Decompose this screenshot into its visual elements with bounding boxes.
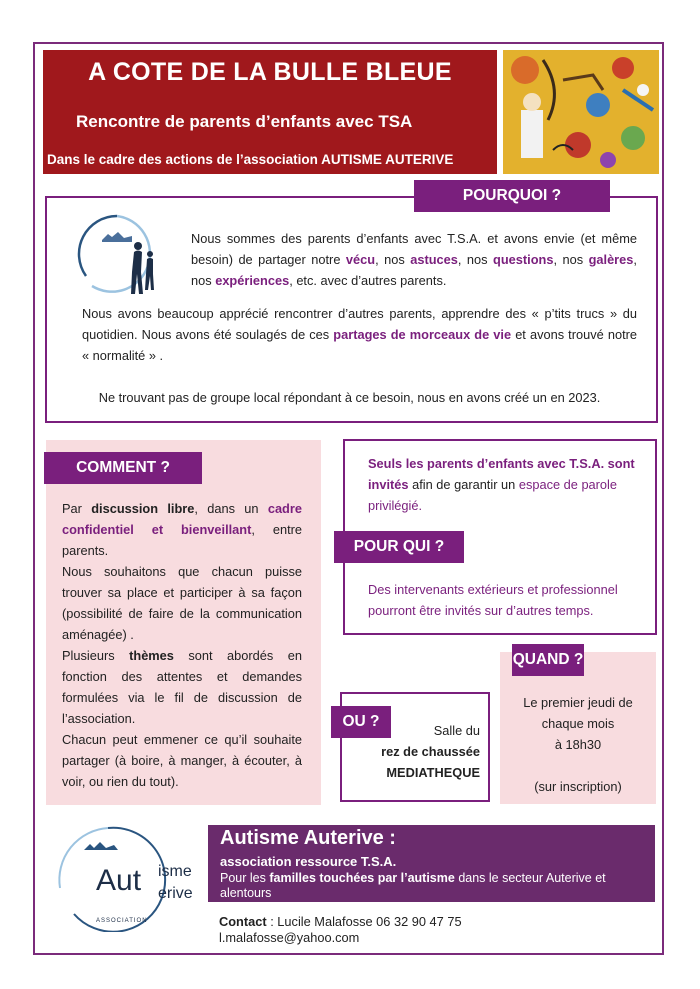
text: Nous sommes des parents d’enfants avec T.S.A. et avons envie (et même besoin) de partager notre xyxy=(191,231,637,267)
text: , nos xyxy=(375,252,411,267)
association-line: Dans le cadre des actions de l’association AUTISME AUTERIVE xyxy=(47,152,454,167)
text: afin de garantir un xyxy=(408,477,519,492)
logo-word: Aut xyxy=(96,864,142,897)
text: , nos xyxy=(457,252,494,267)
children-drawing-image xyxy=(503,50,659,174)
text: à 18h30 xyxy=(554,737,602,752)
highlight-astuces: astuces xyxy=(410,252,458,267)
text: Pour les xyxy=(220,871,270,885)
text: , entre parents. xyxy=(62,522,303,558)
quand-heading: QUAND ? xyxy=(512,644,584,676)
footer-subtitle: association ressource T.S.A. xyxy=(220,854,397,869)
logo-suffix-1: isme xyxy=(158,863,192,880)
highlight-discussion: discussion libre xyxy=(91,501,195,516)
page-subtitle: Rencontre de parents d’enfants avec TSA xyxy=(76,112,413,131)
header-banner xyxy=(43,50,497,174)
text: MEDIATHEQUE xyxy=(386,765,480,780)
text: Chacun peut emmener ce qu’il souhaite partager (à boire, à manger, à écouter, à voir, ou rien du tout). xyxy=(62,732,302,789)
pourquoi-paragraph-3: Ne trouvant pas de groupe local répondant à ce besoin, nous en avons créé un en 2023. xyxy=(98,390,601,405)
text: Par xyxy=(62,501,92,516)
highlight-partages: partages de morceaux de vie xyxy=(333,327,512,342)
text: , nos xyxy=(553,252,589,267)
pourquoi-heading: POURQUOI ? xyxy=(414,180,610,212)
highlight-seuls: Seuls les parents d’enfants avec T.S.A. sont invités xyxy=(368,456,635,492)
pourquoi-paragraph-2 xyxy=(82,303,637,366)
pourqui-text-2: Des intervenants extérieurs et professionnel pourront être invités sur d’autres temps. xyxy=(368,582,618,618)
text: Salle du xyxy=(433,723,480,738)
logo-suffix-2: erive xyxy=(158,885,193,902)
highlight-themes: thèmes xyxy=(129,648,174,663)
pourqui-heading: POUR QUI ? xyxy=(334,531,464,563)
text: , nos xyxy=(191,252,637,288)
highlight-vecu: vécu xyxy=(345,252,376,267)
text: sont abordés en fonction des attentes et demandes formulées via le fil de discussion de l’association. xyxy=(62,648,302,726)
footer-description xyxy=(220,871,640,901)
contact-label: Contact xyxy=(219,914,267,929)
ou-heading: OU ? xyxy=(331,706,391,738)
text: familles touchées par l’autisme xyxy=(269,871,455,885)
contact-line xyxy=(219,914,462,946)
highlight-experiences: expériences xyxy=(215,273,290,288)
highlight-questions: questions xyxy=(493,252,554,267)
text: et avons trouvé notre « normalité » . xyxy=(82,327,638,363)
text: Le premier jeudi de xyxy=(523,695,633,710)
bulle-logo xyxy=(72,208,162,300)
text: rez de chaussée xyxy=(381,744,480,759)
text: , etc. avec d’autres parents. xyxy=(289,273,447,288)
text: Nous avons beaucoup apprécié rencontrer d’autres parents, apprendre des « p’tits trucs » du quotidien. Nous avons été soulagés de ces xyxy=(82,306,637,342)
text: , dans un xyxy=(194,501,268,516)
pourquoi-paragraph-1 xyxy=(191,228,637,291)
footer-banner xyxy=(208,825,655,902)
highlight-espace: espace de parole privilégié. xyxy=(368,477,618,513)
page-title: A COTE DE LA BULLE BLEUE xyxy=(88,58,452,86)
text: Plusieurs xyxy=(62,648,130,663)
ou-text xyxy=(344,720,480,783)
footer-title: Autisme Auterive : xyxy=(220,827,396,849)
pourqui-text-1 xyxy=(368,453,638,516)
highlight-cadre: cadre confidentiel et bienveillant xyxy=(62,501,302,537)
contact-email[interactable]: l.malafosse@yahoo.com xyxy=(219,930,360,945)
logo-ring-text: ASSOCIATION xyxy=(96,918,148,924)
text: (sur inscription) xyxy=(534,779,622,794)
comment-heading: COMMENT ? xyxy=(44,452,202,484)
text: dans le secteur Auterive et alentours xyxy=(220,871,606,900)
comment-text xyxy=(62,498,302,792)
text: Nous souhaitons que chacun puisse trouver sa place et participer à sa façon (possibilité de faire de la communication aménagée) . xyxy=(62,564,302,642)
highlight-galeres: galères xyxy=(588,252,634,267)
autisme-auterive-logo xyxy=(44,822,200,932)
quand-text xyxy=(503,692,653,797)
contact-text: : Lucile Malafosse 06 32 90 47 75 xyxy=(266,914,462,929)
text: chaque mois xyxy=(541,716,615,731)
